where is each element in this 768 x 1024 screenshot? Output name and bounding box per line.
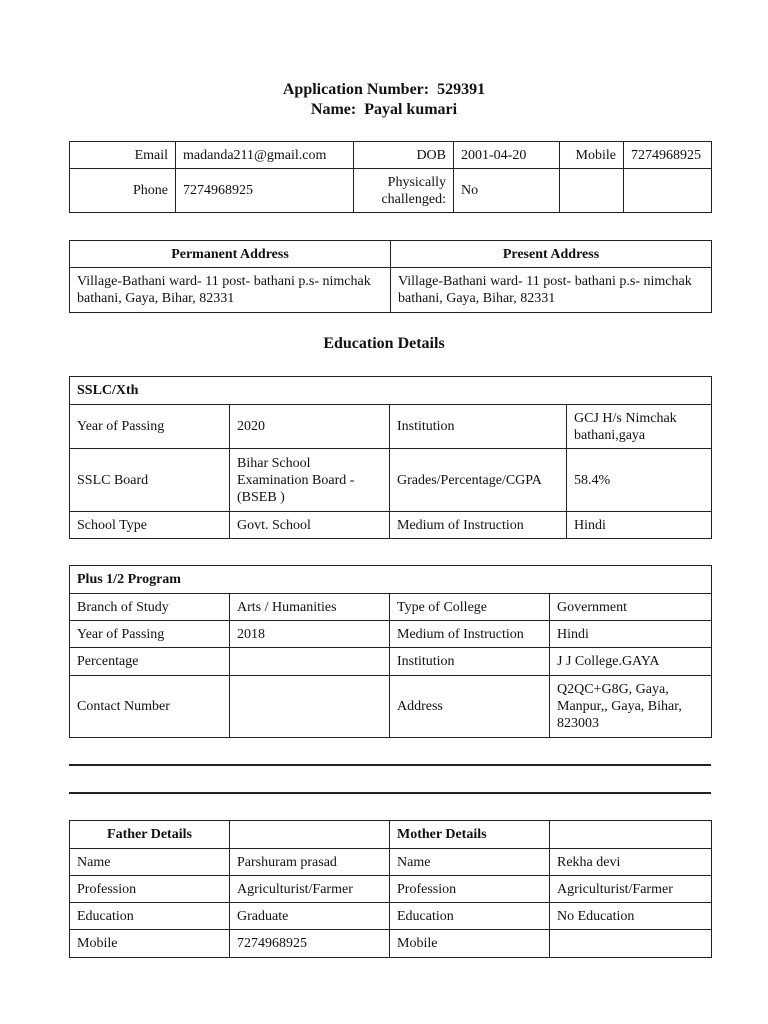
mother-name-value: Rekha devi <box>550 849 712 876</box>
table-row <box>70 903 712 930</box>
contact-row-1 <box>70 142 712 169</box>
address-header-row <box>70 241 712 268</box>
empty-cell <box>230 821 390 849</box>
application-number-line <box>0 80 768 100</box>
present-address-value: Village-Bathani ward- 11 post- bathani p.s- nimchak bathani, Gaya, Bihar, 82331 <box>391 268 712 313</box>
sslc-institution-label: Institution <box>390 405 567 449</box>
empty-cell <box>550 821 712 849</box>
mother-profession-value: Agriculturist/Farmer <box>550 876 712 903</box>
plus2-address-label: Address <box>390 676 550 738</box>
permanent-address-value: Village-Bathani ward- 11 post- bathani p.s- nimchak bathani, Gaya, Bihar, 82331 <box>70 268 391 313</box>
mother-profession-label: Profession <box>390 876 550 903</box>
sslc-grades-value: 58.4% <box>567 449 712 512</box>
table-row <box>70 594 712 621</box>
sslc-school-type-value: Govt. School <box>230 512 390 539</box>
plus2-branch-label: Branch of Study <box>70 594 230 621</box>
table-row <box>70 876 712 903</box>
address-value-row <box>70 268 712 313</box>
plus2-medium-value: Hindi <box>550 621 712 648</box>
physically-challenged-label: Physically challenged: <box>354 169 454 213</box>
applicant-name-line <box>0 100 768 120</box>
divider-line <box>69 792 711 794</box>
applicant-name-value: Payal kumari <box>364 101 458 118</box>
application-number-value: 529391 <box>437 81 486 98</box>
father-profession-label: Profession <box>70 876 230 903</box>
contact-row-2 <box>70 169 712 213</box>
empty-cell <box>624 169 712 213</box>
sslc-table <box>69 376 712 539</box>
plus2-percentage-value <box>230 648 390 676</box>
parents-header-row <box>70 821 712 849</box>
father-mobile-label: Mobile <box>70 930 230 958</box>
sslc-board-value: Bihar School Examination Board - (BSEB ) <box>230 449 390 512</box>
application-number-label: Application Number: <box>282 81 430 98</box>
father-education-value: Graduate <box>230 903 390 930</box>
table-row <box>70 648 712 676</box>
plus2-institution-label: Institution <box>390 648 550 676</box>
table-row <box>70 449 712 512</box>
sslc-medium-value: Hindi <box>567 512 712 539</box>
document-header <box>0 80 768 120</box>
plus2-branch-value: Arts / Humanities <box>230 594 390 621</box>
table-row <box>70 676 712 738</box>
address-table <box>69 240 712 313</box>
plus2-college-type-value: Government <box>550 594 712 621</box>
contact-table <box>69 141 712 213</box>
plus2-contact-value <box>230 676 390 738</box>
plus2-address-value: Q2QC+G8G, Gaya, Manpur,, Gaya, Bihar, 823003 <box>550 676 712 738</box>
father-name-label: Name <box>70 849 230 876</box>
sslc-medium-label: Medium of Instruction <box>390 512 567 539</box>
plus2-college-type-label: Type of College <box>390 594 550 621</box>
sslc-title: SSLC/Xth <box>70 377 712 405</box>
mother-education-label: Education <box>390 903 550 930</box>
father-details-heading: Father Details <box>70 821 230 849</box>
table-row <box>70 405 712 449</box>
father-profession-value: Agriculturist/Farmer <box>230 876 390 903</box>
mobile-value: 7274968925 <box>624 142 712 169</box>
email-label: Email <box>70 142 176 169</box>
mother-education-value: No Education <box>550 903 712 930</box>
sslc-year-value: 2020 <box>230 405 390 449</box>
empty-cell <box>560 169 624 213</box>
plus2-year-label: Year of Passing <box>70 621 230 648</box>
table-row <box>70 621 712 648</box>
mother-details-heading: Mother Details <box>390 821 550 849</box>
permanent-address-heading: Permanent Address <box>70 241 391 268</box>
education-details-title: Education Details <box>323 335 445 352</box>
parents-table <box>69 820 712 958</box>
dob-label: DOB <box>354 142 454 169</box>
plus2-medium-label: Medium of Instruction <box>390 621 550 648</box>
sslc-grades-label: Grades/Percentage/CGPA <box>390 449 567 512</box>
father-mobile-value: 7274968925 <box>230 930 390 958</box>
sslc-year-label: Year of Passing <box>70 405 230 449</box>
mobile-label: Mobile <box>560 142 624 169</box>
sslc-school-type-label: School Type <box>70 512 230 539</box>
plus2-title-row <box>70 566 712 594</box>
phone-label: Phone <box>70 169 176 213</box>
plus2-title: Plus 1/2 Program <box>70 566 712 594</box>
physically-challenged-value: No <box>454 169 560 213</box>
mother-mobile-label: Mobile <box>390 930 550 958</box>
dob-value: 2001-04-20 <box>454 142 560 169</box>
mother-name-label: Name <box>390 849 550 876</box>
applicant-name-label: Name: <box>310 101 357 118</box>
phone-value: 7274968925 <box>176 169 354 213</box>
plus2-year-value: 2018 <box>230 621 390 648</box>
table-row <box>70 930 712 958</box>
email-value: madanda211@gmail.com <box>176 142 354 169</box>
plus2-percentage-label: Percentage <box>70 648 230 676</box>
table-row <box>70 512 712 539</box>
father-education-label: Education <box>70 903 230 930</box>
plus2-table <box>69 565 712 738</box>
sslc-board-label: SSLC Board <box>70 449 230 512</box>
mother-mobile-value <box>550 930 712 958</box>
father-name-value: Parshuram prasad <box>230 849 390 876</box>
table-row <box>70 849 712 876</box>
sslc-institution-value: GCJ H/s Nimchak bathani,gaya <box>567 405 712 449</box>
plus2-institution-value: J J College.GAYA <box>550 648 712 676</box>
present-address-heading: Present Address <box>391 241 712 268</box>
divider-line <box>69 764 711 766</box>
sslc-title-row <box>70 377 712 405</box>
plus2-contact-label: Contact Number <box>70 676 230 738</box>
